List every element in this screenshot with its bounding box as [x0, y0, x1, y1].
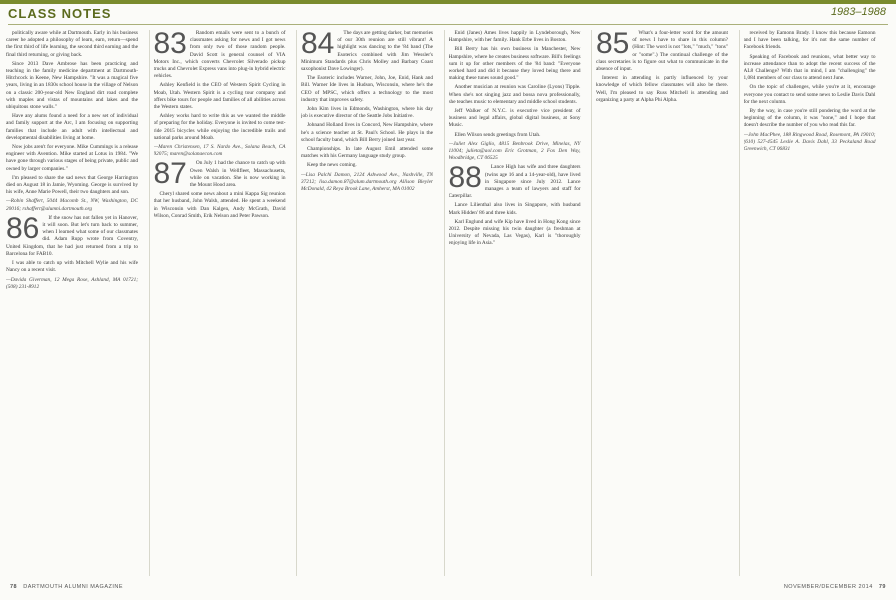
note-paragraph: Ellen Wilson sends greetings from Utah. — [454, 131, 541, 138]
note-paragraph: Now jobs aren't for everyone. Mike Cummings is a release engineer with Avention. Mike started at Lotus in 1984. "We have gone through various stages of being private, public and owned by larger companies." — [6, 144, 138, 172]
note-paragraph: By the way, in case you're still pondering the word at the beginning of the column, it was "none," and I hope that doesn't describe the number of you who read this far. — [743, 108, 876, 129]
class-year-numeral: 87 — [153, 157, 187, 191]
class-year-numeral: 86 — [6, 211, 40, 245]
secretary-contact: —Lisa Palchi Damon, 2124 Ashwood Ave., Nashville, TN 37212; lisa.damon.87@alum.dartmouth.org Allison Bleyler McDonald, 42 Reya Brook Lane, Amherst, MA 01002 — [301, 171, 433, 193]
note-paragraph: I'm pleased to share the sad news that George Harrington died on August 18 in Jamie, Wyoming. George is survived by his wife, Anne Marie Powell, their two daughters and son. — [6, 174, 138, 196]
class-year-numeral: 88 — [448, 161, 482, 195]
note-paragraph: John Kim lives in Edmonds, Washington, where his day job is executive director of the Seattle Jobs Initiative. — [301, 106, 433, 120]
left-magazine-name: DARTMOUTH ALUMNI MAGAZINE — [23, 584, 124, 590]
class-year-numeral: 83 — [153, 30, 187, 60]
class-year-numeral: 84 — [301, 30, 335, 60]
right-page-number: 79 — [878, 584, 886, 590]
column-gutter — [149, 30, 150, 576]
note-paragraph: The Esoteric includes Warner, John, Joe, Enid, Hank and Bill. Warner Ide lives in Hudson, Wisconsin, where he's the CEO of MPSC, which offers a technology to the most industry that improves safety. — [301, 75, 433, 103]
note-paragraph: Have any alums found a need for a new set of individual and family support at the Arc, I am focusing on supporting families that include an adult with intellectual and developmental disabilities living at home. — [6, 113, 138, 141]
note-paragraph: Bill Berry has his own business in Manchester, New Hampshire, where he creates business software. Bill's feelings sum it up for other members of the '84 band: "Everyone worked hard and did it because they loved being there and making these tunes sound good." — [448, 46, 581, 82]
note-paragraph: Another musician at reunion was Caroline (Lyons) Tipple. When she's not singing jazz and bossa nova professionally, she teaches music to elementary and middle school students. — [448, 84, 581, 105]
text-column — [154, 30, 286, 578]
secretary-contact: —Davida Giverman, 12 Mega Rose, Ashland, MA 01721; (508) 231-8912 — [6, 276, 138, 290]
right-magazine-date: NOVEMBER/DECEMBER 2014 — [783, 584, 873, 590]
note-paragraph: politically aware while at Dartmouth. Early in his business career he adopted a philosophy of learn, earn, return—spend the first third of life learning, the second third earning and the final third returning, or giving back. — [6, 30, 138, 58]
secretary-contact: —Juliet Alex Giglio, 4815 Benbrook Drive, Minelas, NY 11004; julieta@aol.com Eric Grotman, 2 Fox Den Way, Woodbridge, CT 06525 — [448, 140, 581, 162]
note-paragraph: Enid (Janes) Ames lives happily in Lyndeborough, New Hampshire, with her family. Hank Erbe lives in Boston. — [448, 30, 581, 44]
column-gutter — [591, 30, 592, 576]
note-paragraph: What's a four-letter word for the amount of news I have to share in this column? (Hint: The word is not "lots," "much," "tons" or "some".) The continual challenge of the class secretaries is to figure out what to communicate in the absence of input. — [596, 30, 728, 73]
class-years: 1983–1988 — [830, 6, 886, 18]
left-page-number: 78 — [10, 584, 18, 590]
column-gutter — [739, 30, 740, 576]
secretary-contact: —Maren Christensen, 17 S. Nardo Ave., Solana Beach, CA 92075; maren@solanaecon.com — [153, 144, 286, 158]
secretary-contact: —Robin Shaffert, 5044 Macomb St., NW, Washington, DC 20016; rshaffert@alumni.dartmouth.org — [6, 198, 138, 212]
header-divider — [8, 24, 888, 25]
note-paragraph: Keep the news coming. — [307, 162, 357, 169]
note-paragraph: Since 2013 Dave Ambrose has been practicing and teaching in the family medicine department at Dartmouth-Hitchcock in Keene, New Hampshire. "It was a magical five years, living in an 1830s school house in the village of Nelson on a classic 200-year-old New England dirt road complete with maples and vistas of mountains and lakes and the ubiquitous stone walls." — [6, 60, 138, 111]
note-paragraph: Interest in attending is partly influenced by your knowledge of which fellow classmates will also be there. Well, I'm pleased to say Russ Mitchell is attending and organizing a party at Alpha Phi Alpha. — [596, 75, 728, 103]
column-gutter — [296, 30, 297, 576]
column-gutter — [444, 30, 445, 576]
footer-right — [784, 584, 886, 590]
note-paragraph: Random emails were sent to a bunch of classmates asking for news and I got news from only two of those random people. David Scott is general counsel of VIA Motors Inc., which converts Chevrolet Silverado pickup trucks and Chevrolet Express vans into plug-in hybrid electric vehicles. — [153, 30, 286, 80]
note-paragraph: I was able to catch up with Mitchell Wylie and his wife Nancy on a recent visit. — [6, 260, 138, 274]
note-paragraph: Lance Lilienthal also lives in Singapore, with husband Mark Hidden' 86 and three kids. — [448, 202, 581, 216]
text-column — [596, 30, 728, 578]
note-paragraph: Karl Englund and wife Kip have lived in Hong Kong since 2012. Despite missing his twin daughter (a freshman at University of Nevada, Las Vegas), Karl is "thoroughly enjoying life in Asia." — [448, 218, 581, 247]
header-rule — [0, 0, 896, 4]
note-paragraph: The days are getting darker, but memories of our 30th reunion are still vibrant! A highlight was dancing to the '84 band (The Esoterics combined with Jim Wessler's Minimum Standards plus Chris Molley and Barbary Coast saxophonist Dave Lowinger). — [301, 30, 433, 73]
note-paragraph: Speaking of Facebook and reunions, what better way to increase attendance than to adopt the recent success of the AL8 Challenge? With that in mind, I am "challenging" the 1,084 members of our class to attend next June. — [743, 53, 876, 82]
note-paragraph: Jeff Walker of N.Y.C. is executive vice president of business and legal affairs, global digital business, at Sony Music. — [448, 108, 581, 129]
text-column — [6, 30, 138, 578]
note-paragraph: Cheryl shared some news about a mini Kappa Sig reunion that her husband, John Walsh, attended. He spent a weekend in Wisconsin with Dan Kalgen, Andy McGrath, David Wilson, Conrad Smith, Erik Nelson and Peter Pawson. — [153, 191, 286, 219]
note-paragraph: Ashley Kenfield is the CEO of Western Spirit Cycling in Moab, Utah. Western Spirit is a cycling tour company and offers bike tours for people and families of all abilities across the Western states. — [153, 82, 286, 111]
secretary-contact: —John MacPhee, 188 Ringwood Road, Rosemont, PA 19010; (610) 527-4545 Leslie A. Davis Dahl, 33 Peckaland Road Greenwich, CT 06831 — [743, 131, 876, 153]
text-column — [301, 30, 433, 578]
note-paragraph: If the snow has not fallen yet in Hanover, it will soon. But let's turn back to summer, when I learned what some of our classmates did. Adam Rupp wrote from Coventry, United Kingdom, that he had just returned from a trip to Barcelona for FAB10. — [6, 214, 138, 257]
footer-left — [10, 584, 123, 590]
note-paragraph: Ashley works hard to write this as we wanted the middle of preparing for the holiday. Everyone is invited to come test-ride 2015 bicycles while enjoying the incredible trails and national parks around Moab. — [153, 113, 286, 141]
text-column — [744, 30, 876, 578]
class-year-numeral: 85 — [596, 30, 630, 60]
note-paragraph: Championships. In late August Emil attended some matches with his Germany language study group. — [301, 146, 433, 160]
section-title: CLASS NOTES — [8, 6, 112, 21]
note-paragraph: Johnand Holland lives in Concord, New Hampshire, where he's a science teacher at St. Paul's School. He plays in the school faculty band, which Bill Berry joined last year. — [301, 122, 433, 143]
note-paragraph: received by Eamonn Brady. I know this because Eamonn and I have been talking, for it's not the same number of Facebook friends. — [743, 30, 876, 51]
text-column — [449, 30, 581, 578]
note-paragraph: On July 1 had the chance to catch up with Owen Walsh in Wellfleet, Massachusetts, while on vacation. She is now working in the Mount Hood area. — [189, 160, 286, 189]
note-paragraph: Lance High has wife and three daughters (twins age 16 and a 14-year-old), have lived in Singapore since July 2012. Lance manages a team of lawyers and staff for Caterpillar. — [448, 164, 581, 200]
note-paragraph: On the topic of challenges, while you're at it, encourage everyone you contact to send some news to Leslie Davis Dahl for the next column. — [743, 84, 876, 105]
